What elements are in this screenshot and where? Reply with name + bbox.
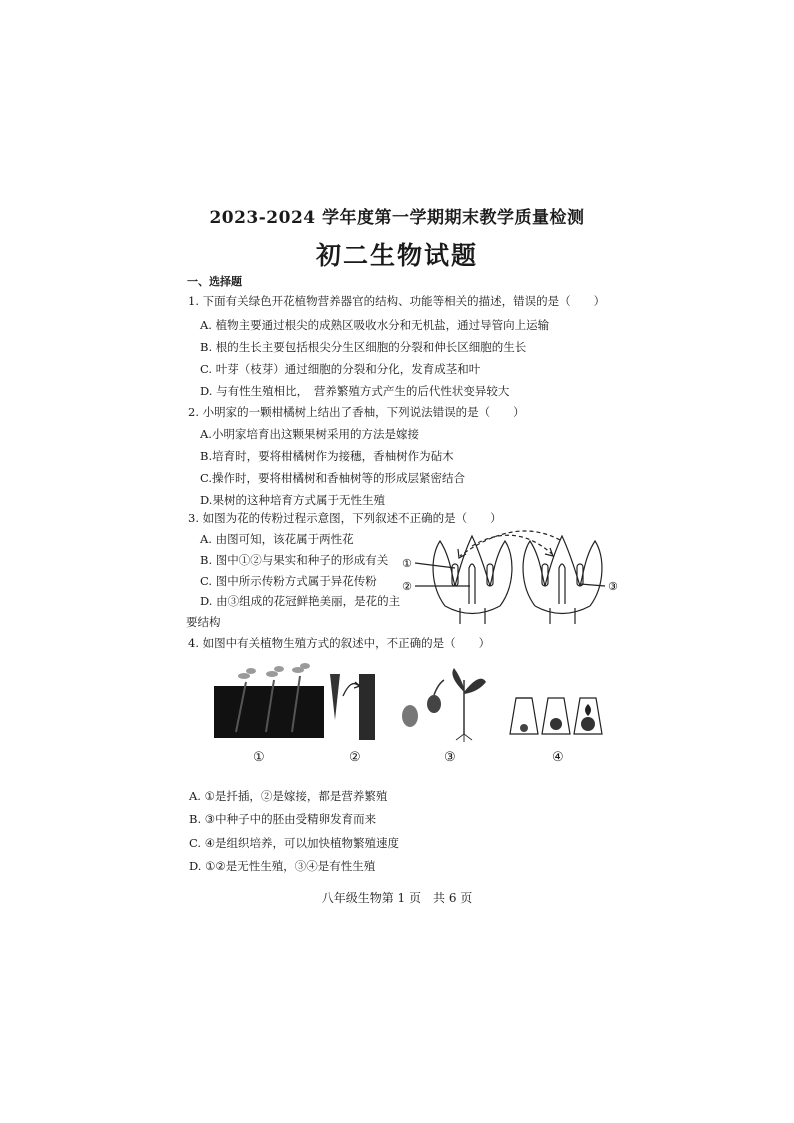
question-1-option-d: D. 与有性生殖相比， 营养繁殖方式产生的后代性状变异较大 [200,384,510,398]
propagation-figure-2 [325,668,387,740]
exam-title: 2023-2024 学年度第一学期期末教学质量检测 [209,208,585,228]
question-4-option-b: B. ③中种子中的胚由受精卵发育而来 [189,812,377,826]
question-3-continuation: 要结构 [186,615,221,629]
question-3-option-d: D. 由③组成的花冠鲜艳美丽，是花的主 [200,594,401,608]
question-3-option-a: A. 由图可知，该花属于两性花 [200,532,354,546]
pollination-figure [400,526,630,626]
question-2-option-b: B.培育时，要将柑橘树作为接穗，香柚树作为砧木 [200,449,454,463]
subject-title: 初二生物试题 [315,241,478,270]
question-3-option-c: C. 图中所示传粉方式属于异花传粉 [200,574,377,588]
question-1-option-b: B. 根的生长主要包括根尖分生区细胞的分裂和伸长区细胞的生长 [200,340,527,354]
figure-caption-2: ② [349,750,361,765]
question-2-option-a: A.小明家培育出这颗果树采用的方法是嫁接 [200,427,419,441]
question-1-option-a: A. 植物主要通过根尖的成熟区吸收水分和无机盐，通过导管向上运输 [200,318,550,332]
question-4-option-a: A. ①是扦插，②是嫁接，都是营养繁殖 [189,789,388,803]
question-3-option-b: B. 图中①②与果实和种子的形成有关 [200,553,389,567]
figure-caption-1: ① [253,750,265,765]
figure-label-3: ③ [608,580,618,593]
question-1-stem: 1. 下面有关绿色开花植物营养器官的结构、功能等相关的描述，错误的是（ ） [188,294,606,308]
propagation-figure-4 [506,696,614,740]
section-label: 一、选择题 [187,275,242,288]
question-3-stem: 3. 如图为花的传粉过程示意图，下列叙述不正确的是（ ） [188,511,502,525]
question-1-option-c: C. 叶芽（枝芽）通过细胞的分裂和分化，发育成茎和叶 [200,362,481,376]
figure-caption-3: ③ [444,750,456,765]
propagation-figure-3 [398,662,490,742]
propagation-figure-1 [214,662,324,738]
question-4-option-d: D. ①②是无性生殖，③④是有性生殖 [189,859,376,873]
question-2-option-c: C.操作时，要将柑橘树和香柚树等的形成层紧密结合 [200,471,466,485]
figure-caption-4: ④ [552,750,564,765]
page-footer: 八年级生物第 1 页 共 6 页 [321,891,473,905]
question-4-stem: 4. 如图中有关植物生殖方式的叙述中，不正确的是（ ） [188,636,491,650]
figure-label-1: ① [402,557,412,570]
question-4-option-c: C. ④是组织培养，可以加快植物繁殖速度 [189,836,400,850]
figure-label-2: ② [402,580,412,593]
question-2-stem: 2. 小明家的一颗柑橘树上结出了香柚，下列说法错误的是（ ） [188,405,525,419]
question-2-option-d: D.果树的这种培育方式属于无性生殖 [200,493,385,507]
